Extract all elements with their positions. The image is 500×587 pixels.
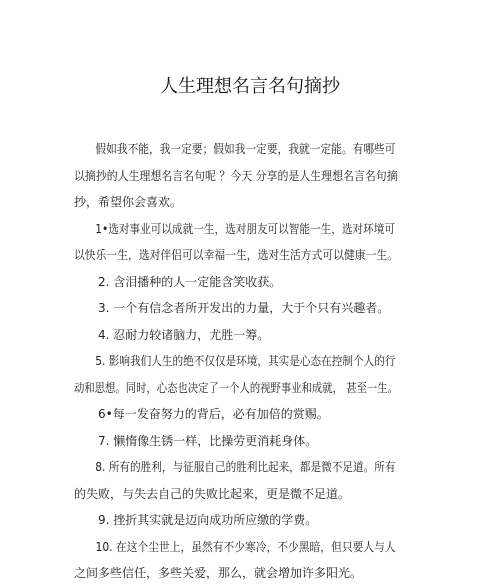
quote-item-4 bbox=[74, 322, 398, 349]
quote-item-3 bbox=[74, 295, 398, 322]
paragraph-line: 6•每一发奋努力的背后，必有加倍的赏赐。 bbox=[98, 407, 329, 421]
paragraph-line: 假如我不能，我一定要；假如我一定要，我就一定能。有哪些可 bbox=[95, 142, 396, 156]
document-body bbox=[74, 136, 398, 587]
paragraph-line: 3. 一个有信念者所开发出的力量，大于个只有兴趣者。 bbox=[98, 301, 390, 315]
paragraph-line: 9. 挫折其实就是迈向成功所应缴的学费。 bbox=[98, 513, 318, 527]
paragraph-line: 8. 所有的胜利，与征服自己的胜利比起来，都是微不足道。所有 bbox=[95, 460, 396, 474]
paragraph-line: 以摘抄的人生理想名言名句呢 ？今天 分享的是人生理想名言名句摘 bbox=[74, 168, 398, 183]
quote-item-7 bbox=[74, 428, 398, 455]
quote-item-9 bbox=[74, 507, 398, 534]
paragraph-line: 2. 含泪播种的人一定能含笑收获。 bbox=[98, 274, 282, 289]
paragraph-line: 的失败，与失去自己的失败比起来，更是微不足道。 bbox=[74, 486, 351, 501]
quote-item-10 bbox=[74, 534, 398, 587]
paragraph-line: 7. 懒惰像生锈一样，比操劳更消耗身体。 bbox=[98, 433, 318, 448]
paragraph-line: 10. 在这个尘世上，虽然有不少寒冷，不少黑暗，但只要人与人 bbox=[95, 539, 396, 554]
quote-item-6 bbox=[74, 401, 398, 428]
paragraph-line: 以快乐一生，选对伴侣可以幸福一生，选对生活方式可以健康一生。 bbox=[74, 248, 399, 262]
document-title: 人生理想名言名句摘抄 bbox=[160, 76, 340, 97]
paragraph-line: 动和思想。同时，心态也决定了一个人的视野事业和成就， 甚至一生。 bbox=[74, 380, 398, 395]
quote-item-2 bbox=[74, 269, 398, 296]
paragraph-line: 抄，希望你会喜欢。 bbox=[74, 195, 183, 209]
paragraph-line: 1•选对事业可以成就一生，选对朋友可以智能一生，选对环境可 bbox=[95, 221, 396, 236]
paragraph-line: 5. 影响我们人生的绝不仅仅是环境，其实是心态在控制个人的行 bbox=[95, 354, 396, 368]
quote-item-8 bbox=[74, 454, 398, 507]
paragraph-intro bbox=[74, 136, 398, 216]
paragraph-line: 4. 忍耐力较诸脑力，尤胜一筹。 bbox=[98, 327, 270, 342]
paragraph-line: 之间多些信任，多些关爱，那么，就会增加许多阳光。 bbox=[74, 566, 363, 580]
quote-item-1 bbox=[74, 216, 398, 269]
quote-item-5 bbox=[74, 348, 398, 401]
